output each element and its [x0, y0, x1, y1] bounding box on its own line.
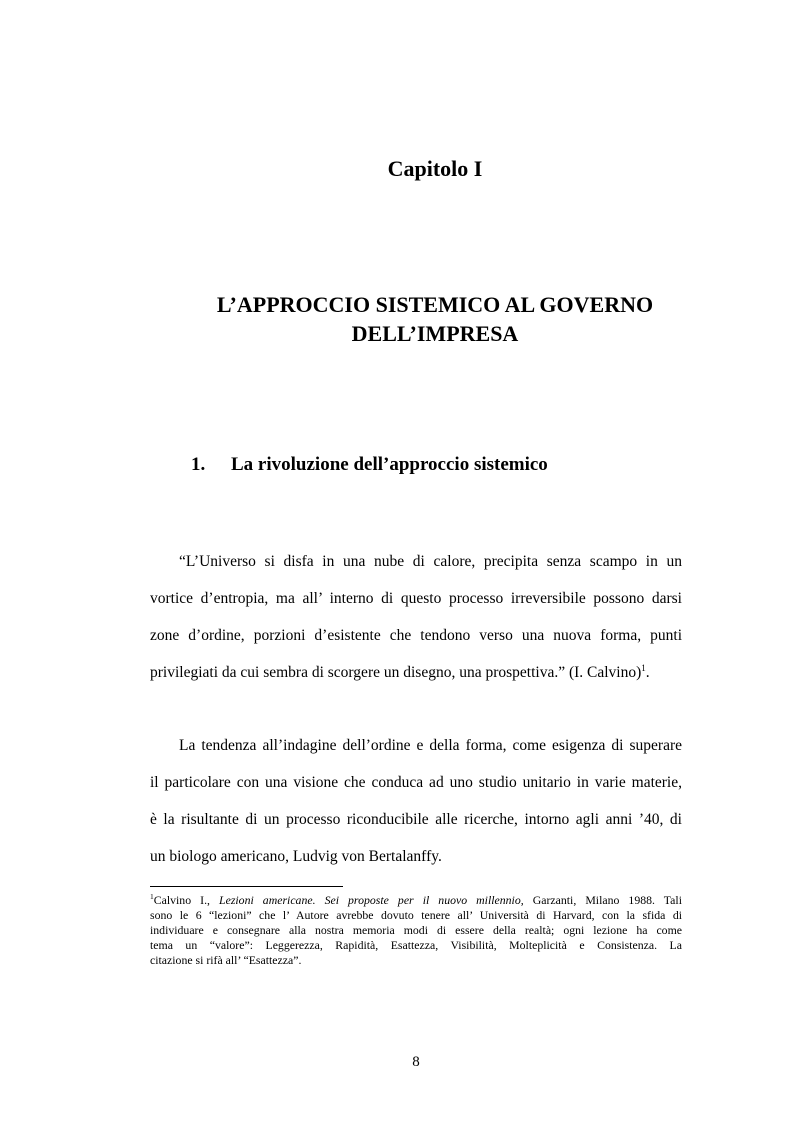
text-line: “L’Universo si disfa in una nube di calore, precipita senza scampo in un — [179, 553, 682, 570]
chapter-title-line: DELL’IMPRESA — [351, 321, 519, 346]
chapter-heading: Capitolo I — [387, 156, 483, 181]
sentence-end: . — [645, 664, 650, 681]
text-line-content: privilegiati da cui sembra di scorgere un disegno, una prospettiva.” (I. Calvino) — [150, 664, 642, 681]
text-line: un biologo americano, Ludvig von Bertalanffy. — [150, 848, 442, 865]
page-number: 8 — [412, 1054, 420, 1070]
footnote-line: individuare e consegnare alla nostra memoria modi di essere della realtà; ogni lezione ha come — [150, 923, 682, 937]
section-title: La rivoluzione dell’approccio sistemico — [231, 454, 548, 475]
text-line — [150, 654, 682, 691]
footnote-work-title: Lezioni americane. Sei proposte per il nuovo millennio, — [219, 893, 524, 907]
footnote-reference[interactable]: 1 — [641, 662, 646, 673]
text-line: zone d’ordine, porzioni d’esistente che tendono verso una nuova forma, punti — [150, 627, 682, 644]
footnote-marker: 1 — [150, 892, 154, 902]
text-line: vortice d’entropia, ma all’ interno di questo processo irreversibile possono darsi — [150, 590, 682, 607]
footnote-separator — [150, 886, 343, 887]
section-number: 1. — [191, 454, 206, 475]
section-heading — [191, 452, 548, 478]
footnote-line: citazione si rifà all’ “Esattezza”. — [150, 953, 302, 967]
text-line: il particolare con una visione che conduca ad uno studio unitario in varie materie, — [150, 774, 682, 791]
chapter-title — [150, 290, 720, 348]
paragraph-quote — [150, 543, 682, 691]
footnote-author: Calvino I., — [153, 893, 220, 907]
footnote-line — [150, 893, 682, 908]
footnote-line: sono le 6 “lezioni” che l’ Autore avrebbe dovuto tenere all’ Università di Harvard, con la sfida di — [150, 908, 682, 922]
paragraph-body — [150, 727, 682, 875]
footnote-line-rest: Garzanti, Milano 1988. Tali — [523, 893, 682, 907]
text-line: La tendenza all’indagine dell’ordine e della forma, come esigenza di superare — [179, 737, 682, 754]
chapter-title-line: L’APPROCCIO SISTEMICO AL GOVERNO — [216, 292, 654, 317]
footnote-line: tema un “valore”: Leggerezza, Rapidità, Esattezza, Visibilità, Molteplicità e Consistenza. La — [150, 938, 682, 952]
footnote — [150, 893, 682, 968]
text-line: è la risultante di un processo riconducibile alle ricerche, intorno agli anni ’40, di — [150, 811, 682, 828]
